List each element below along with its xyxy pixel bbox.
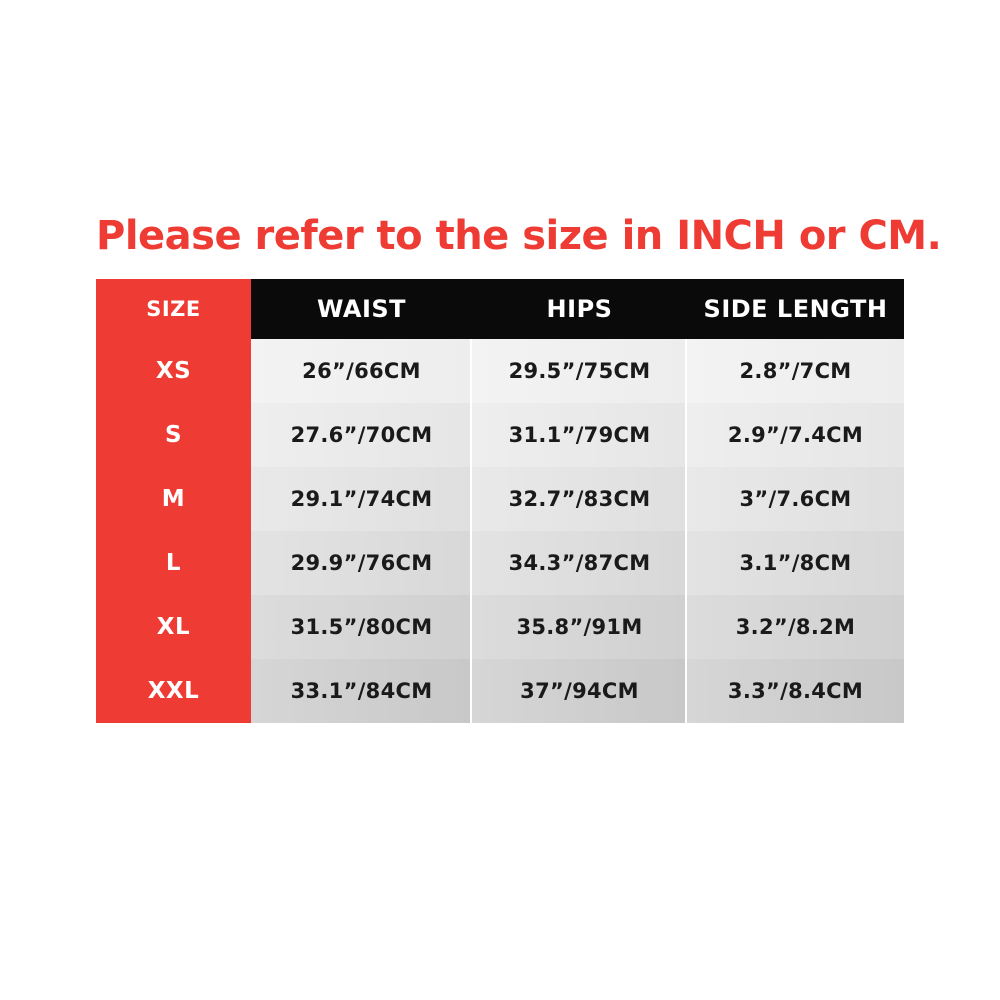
cell-hips: 31.1”/79CM — [472, 403, 687, 467]
table-row — [96, 467, 904, 531]
size-chart-table — [96, 279, 904, 723]
table-body — [96, 339, 904, 723]
table-row — [96, 659, 904, 723]
cell-size: S — [96, 403, 251, 467]
cell-side-length: 3.2”/8.2M — [687, 595, 904, 659]
table-row — [96, 339, 904, 403]
cell-side-length: 2.9”/7.4CM — [687, 403, 904, 467]
cell-waist: 29.1”/74CM — [251, 467, 472, 531]
cell-hips: 37”/94CM — [472, 659, 687, 723]
table-header — [96, 279, 904, 339]
column-header-side-length: SIDE LENGTH — [687, 279, 904, 339]
cell-hips: 29.5”/75CM — [472, 339, 687, 403]
cell-size: XL — [96, 595, 251, 659]
cell-size: XXL — [96, 659, 251, 723]
cell-side-length: 2.8”/7CM — [687, 339, 904, 403]
column-header-size: SIZE — [96, 279, 251, 339]
table-row — [96, 531, 904, 595]
cell-waist: 29.9”/76CM — [251, 531, 472, 595]
cell-hips: 34.3”/87CM — [472, 531, 687, 595]
cell-waist: 31.5”/80CM — [251, 595, 472, 659]
cell-side-length: 3.1”/8CM — [687, 531, 904, 595]
column-header-waist: WAIST — [251, 279, 472, 339]
table-row — [96, 595, 904, 659]
cell-side-length: 3”/7.6CM — [687, 467, 904, 531]
cell-size: L — [96, 531, 251, 595]
table-header-row — [96, 279, 904, 339]
page-title: Please refer to the size in INCH or CM. — [96, 213, 942, 259]
cell-waist: 27.6”/70CM — [251, 403, 472, 467]
column-header-hips: HIPS — [472, 279, 687, 339]
cell-waist: 26”/66CM — [251, 339, 472, 403]
cell-size: XS — [96, 339, 251, 403]
cell-hips: 32.7”/83CM — [472, 467, 687, 531]
cell-hips: 35.8”/91M — [472, 595, 687, 659]
cell-size: M — [96, 467, 251, 531]
table-row — [96, 403, 904, 467]
cell-side-length: 3.3”/8.4CM — [687, 659, 904, 723]
cell-waist: 33.1”/84CM — [251, 659, 472, 723]
